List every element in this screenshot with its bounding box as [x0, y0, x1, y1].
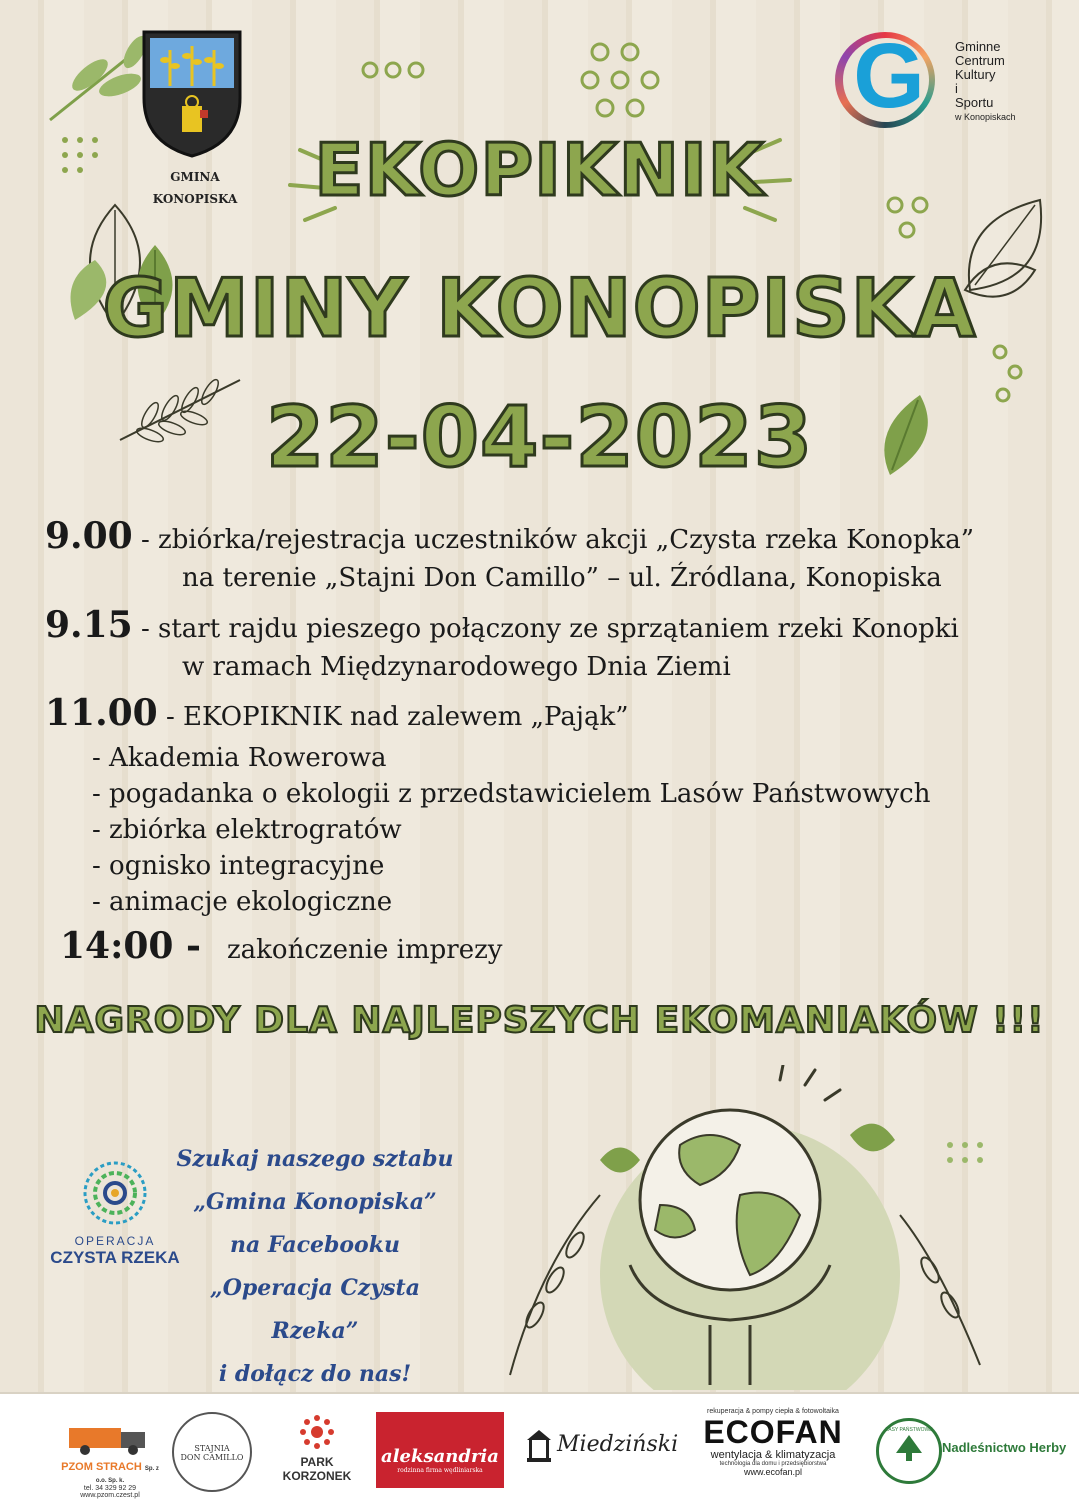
ecofan-sub2: technologia dla domu i przedsiębiorstwa [719, 1461, 827, 1467]
ecofan-sub: wentylacja & klimatyzacja [710, 1449, 836, 1461]
title-date: 22-04-2023 [265, 388, 814, 486]
miedzinski-name: Miedziński [557, 1432, 679, 1457]
stajnia-label-1: STAJNIA [194, 1444, 230, 1453]
schedule-text-2: - start rajdu pieszego połączony ze sprzątaniem rzeki Konopki [132, 614, 959, 644]
time-1: 9.00 [45, 515, 133, 557]
facebook-callout [170, 1138, 460, 1396]
nadlesnictwo-name: Nadleśnictwo Herby [942, 1440, 1067, 1455]
title-ekopiknik: EKOPIKNIK [314, 128, 765, 212]
activity-list [92, 740, 930, 920]
pzom-web: www.pzom.czest.pl [80, 1492, 140, 1499]
time-2: 9.15 [45, 604, 133, 646]
operacja-label-1: OPERACJA [74, 1234, 156, 1248]
gck-sub: w Konopiskach [955, 112, 1016, 122]
schedule-row-4 [60, 925, 503, 967]
sponsor-pzom [55, 1418, 165, 1499]
ecofan-web: www.ecofan.pl [743, 1467, 803, 1477]
activity-item: - zbiórka elektrogratów [92, 815, 402, 845]
schedule-row-3 [45, 692, 629, 734]
park-label-1: PARK [300, 1455, 334, 1469]
pzom-tel: tel. 34 329 92 29 [83, 1485, 137, 1492]
stajnia-label-2: DON CAMILLO [180, 1453, 244, 1462]
ecofan-name: ECOFAN [703, 1414, 843, 1450]
aleksandria-sub: rodzinna firma wędliniarska [397, 1467, 483, 1474]
gck-line-2: Centrum [955, 53, 1005, 68]
sponsor-stajnia [172, 1412, 252, 1492]
mandala-icon [80, 1158, 150, 1228]
sponsor-park-korzonek [282, 1414, 352, 1483]
schedule-text-1b: na terenie „Stajni Don Camillo” – ul. Źródlana, Konopiska [182, 563, 942, 593]
lasy-label: LASY PAŃSTWOWE [885, 1427, 933, 1433]
operacja-logo [40, 1158, 190, 1268]
activity-item: - ognisko integracyjne [92, 851, 385, 881]
schedule-text-1: - zbiórka/rejestracja uczestników akcji „Czysta rzeka Konopka” [132, 525, 975, 555]
fb-line: na Facebooku [230, 1232, 400, 1258]
tree-icon [892, 1433, 926, 1463]
gazebo-icon [525, 1428, 553, 1464]
sponsor-footer [0, 1392, 1079, 1502]
activity-item: - pogadanka o ekologii z przedstawicielem Lasów Państwowych [92, 779, 931, 809]
gmina-label-1: GMINA [170, 170, 220, 184]
schedule-text-2b: w ramach Międzynarodowego Dnia Ziemi [182, 652, 731, 682]
aleksandria-name: aleksandria [381, 1446, 499, 1467]
gmina-label-2: KONOPISKA [152, 192, 238, 206]
schedule-row-1 [45, 515, 974, 557]
pzom-name: PZOM STRACH Sp. z o.o. Sp. k. [61, 1461, 159, 1484]
sponsor-lasy-panstwowe [876, 1418, 942, 1484]
activity-item: - animacje ekologiczne [92, 887, 393, 917]
fb-line: i dołącz do nas! [218, 1361, 412, 1387]
gck-line-1: Gminne [955, 39, 1001, 54]
operacja-label-2: CZYSTA RZEKA [50, 1248, 180, 1267]
sponsor-ecofan [695, 1408, 851, 1477]
fb-line: „Gmina Konopiska” [193, 1189, 437, 1215]
gck-line-3: Kultury [955, 67, 996, 82]
park-label-2: KORZONEK [282, 1469, 352, 1483]
gckis-logo [835, 25, 1075, 132]
gckis-g-letter: G [853, 25, 925, 127]
gck-line-4: i [955, 81, 958, 96]
activity-item: - Akademia Rowerowa [92, 743, 387, 773]
ecofan-top: rekuperacja & pompy ciepła & fotowoltaika [707, 1408, 839, 1415]
truck-icon [65, 1418, 155, 1456]
schedule-text-3: - EKOPIKNIK nad zalewem „Pająk” [157, 702, 629, 732]
dots-cluster-icon [575, 40, 665, 120]
sun-icon [299, 1414, 335, 1450]
time-3: 11.00 [45, 692, 158, 734]
gck-line-5: Sportu [955, 95, 994, 110]
title-gmina: GMINY KONOPISKA [102, 262, 977, 355]
earth-in-hands-icon [480, 1065, 1040, 1390]
fb-line: „Operacja Czysta Rzeka” [210, 1275, 420, 1344]
schedule-text-4: zakończenie imprezy [226, 935, 503, 965]
time-4: 14:00 - [60, 925, 201, 967]
fb-line: Szukaj naszego sztabu [176, 1146, 454, 1172]
sponsor-aleksandria [376, 1412, 504, 1488]
dots-icon [355, 55, 445, 100]
prizes-banner: NAGRODY DLA NAJLEPSZYCH EKOMANIAKÓW !!! [34, 1000, 1045, 1041]
schedule-row-2 [45, 604, 959, 646]
